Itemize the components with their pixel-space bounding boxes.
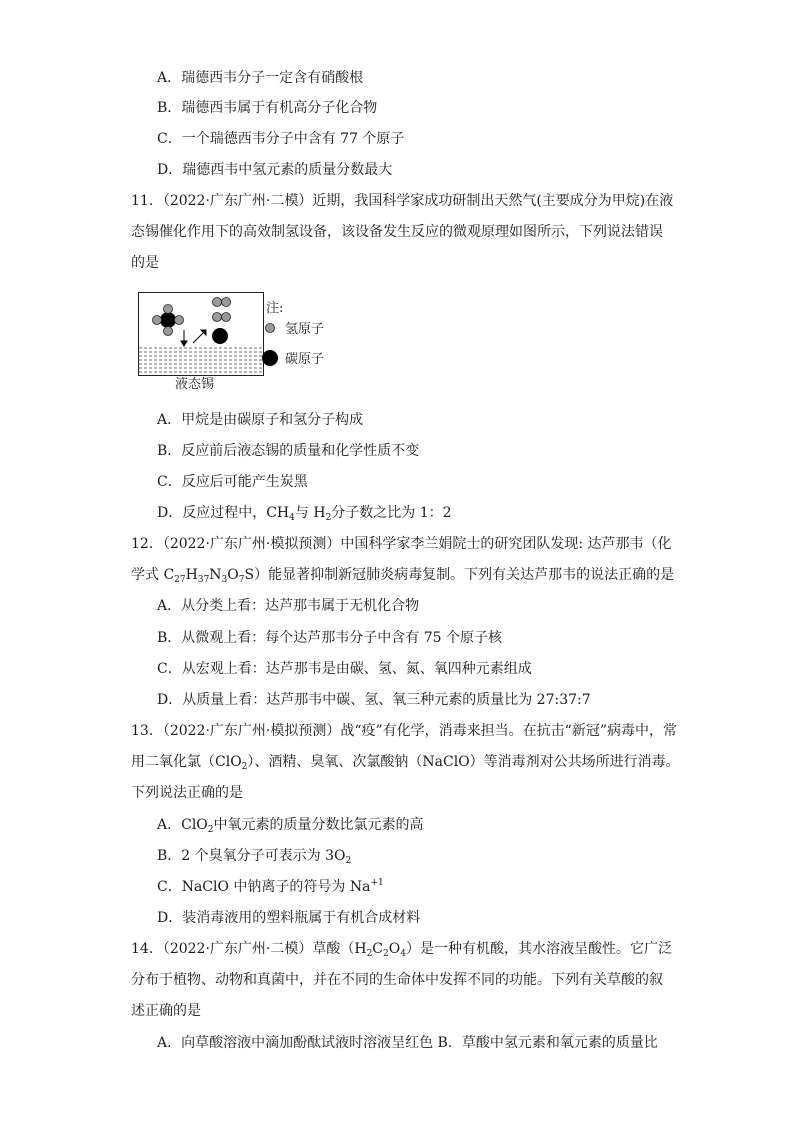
- q11-option-d: D．反应过程中，$CH_4$与 $H_2$分子数之比为 1：2: [157, 505, 452, 523]
- q10-option-d: D．瑞德西韦中氢元素的质量分数最大: [157, 162, 393, 178]
- liquid-tin-label: 液态锡: [175, 377, 215, 392]
- q11-option-b: B．反应前后液态锡的质量和化学性质不变: [157, 443, 420, 459]
- hydrogen-atom: [164, 327, 173, 336]
- q13-stem-line1: 13．（2022·广东广州·模拟预测）战“疫”有化学，消毒来担当。在抗击“新冠”病毒中，常: [131, 723, 677, 739]
- q11-option-c: C．反应后可能产生炭黑: [157, 474, 308, 490]
- q14-stem-line2: 分布于植物、动物和真菌中，并在不同的生命体中发挥不同的功能。下列有关草酸的叙: [131, 972, 663, 988]
- hydrogen-atom: [153, 316, 162, 325]
- legend-hydrogen-swatch: [266, 324, 275, 333]
- reactor-box: [139, 293, 264, 376]
- q10-option-c: C．一个瑞德西韦分子中含有 77 个原子: [157, 131, 405, 147]
- q11-option-a: A．甲烷是由碳原子和氢分子构成: [157, 412, 364, 428]
- q10-option-a: A．瑞德西韦分子一定含有硝酸根: [157, 70, 364, 86]
- q13-option-b: B．2 个臭氧分子可表示为 $3O_2$: [157, 848, 352, 866]
- q13-stem-line2: 用二氧化氯（ClO$_2$）、酒精、臭氧、次氯酸钠（NaClO）等消毒剂对公共场所进行消毒。: [131, 754, 680, 772]
- q11-stem-line1: 11．（2022·广东广州·二模）近期，我国科学家成功研制出天然气(主要成分为甲烷)在液: [131, 193, 674, 209]
- reaction-diagram: [138, 292, 358, 392]
- hydrogen-atom: [175, 316, 184, 325]
- legend-hydrogen-label: 氢原子: [285, 322, 325, 337]
- q14-stem-line1: 14．（2022·广东广州·二模）草酸$(H_2C_2O_4)$是一种有机酸，其水溶液呈酸性。它广泛: [131, 941, 672, 959]
- q12-option-a: A．从分类上看：达芦那韦属于无机化合物: [157, 598, 420, 614]
- methane-molecule: [153, 305, 184, 336]
- q12-stem-line1: 12．（2022·广东广州·模拟预测）中国科学家李兰娟院士的研究团队发现: 达芦那韦（化: [131, 536, 672, 552]
- q11-stem-line3: 的是: [131, 255, 159, 271]
- q12-option-c: C．从宏观上看：达芦那韦是由碳、氢、氮、氧四种元素组成: [157, 661, 532, 677]
- liquid-tin-layer: [139, 348, 263, 372]
- q13-option-d: D．装消毒液用的塑料瓶属于有机合成材料: [157, 910, 421, 926]
- reaction-arrows: [181, 330, 206, 346]
- legend-note: 注:: [266, 301, 284, 316]
- hydrogen-molecules: [213, 298, 231, 322]
- q13-option-a: A．ClO$_2$中氧元素的质量分数比氯元素的高: [157, 817, 424, 835]
- q12-option-b: B．从微观上看：每个达芦那韦分子中含有 75 个原子核: [157, 630, 503, 646]
- hydrogen-atom: [164, 305, 173, 314]
- q14-stem-line3: 述正确的是: [131, 1003, 201, 1019]
- legend-carbon-label: 碳原子: [285, 352, 325, 367]
- q11-stem-line2: 态锡催化作用下的高效制氢设备，该设备发生反应的微观原理如图所示，下列说法错误: [131, 224, 663, 240]
- q14-option-a: A．向草酸溶液中滴加酚酞试液时溶液呈红色 B．草酸中氢元素和氧元素的质量比: [157, 1035, 658, 1051]
- q13-option-c: C．NaClO 中钠离子的符号为 $Na^{+1}$: [157, 878, 384, 895]
- reaction-diagram-svg: [138, 292, 358, 392]
- q10-option-b: B．瑞德西韦属于有机高分子化合物: [157, 100, 378, 116]
- carbon-atom: [160, 312, 176, 328]
- carbon-product-atom: [212, 328, 228, 344]
- legend-carbon-swatch: [262, 350, 278, 366]
- q13-stem-line3: 下列说法正确的是: [131, 785, 243, 801]
- q12-stem-line2: 学式 $C_{27}H_{37}N_3O_7S$）能显著抑制新冠肺炎病毒复制。下列有关达芦那韦的说法正确的是: [131, 567, 675, 585]
- q12-option-d: D．从质量上看：达芦那韦中碳、氢、氧三种元素的质量比为 27:37:7: [157, 692, 591, 708]
